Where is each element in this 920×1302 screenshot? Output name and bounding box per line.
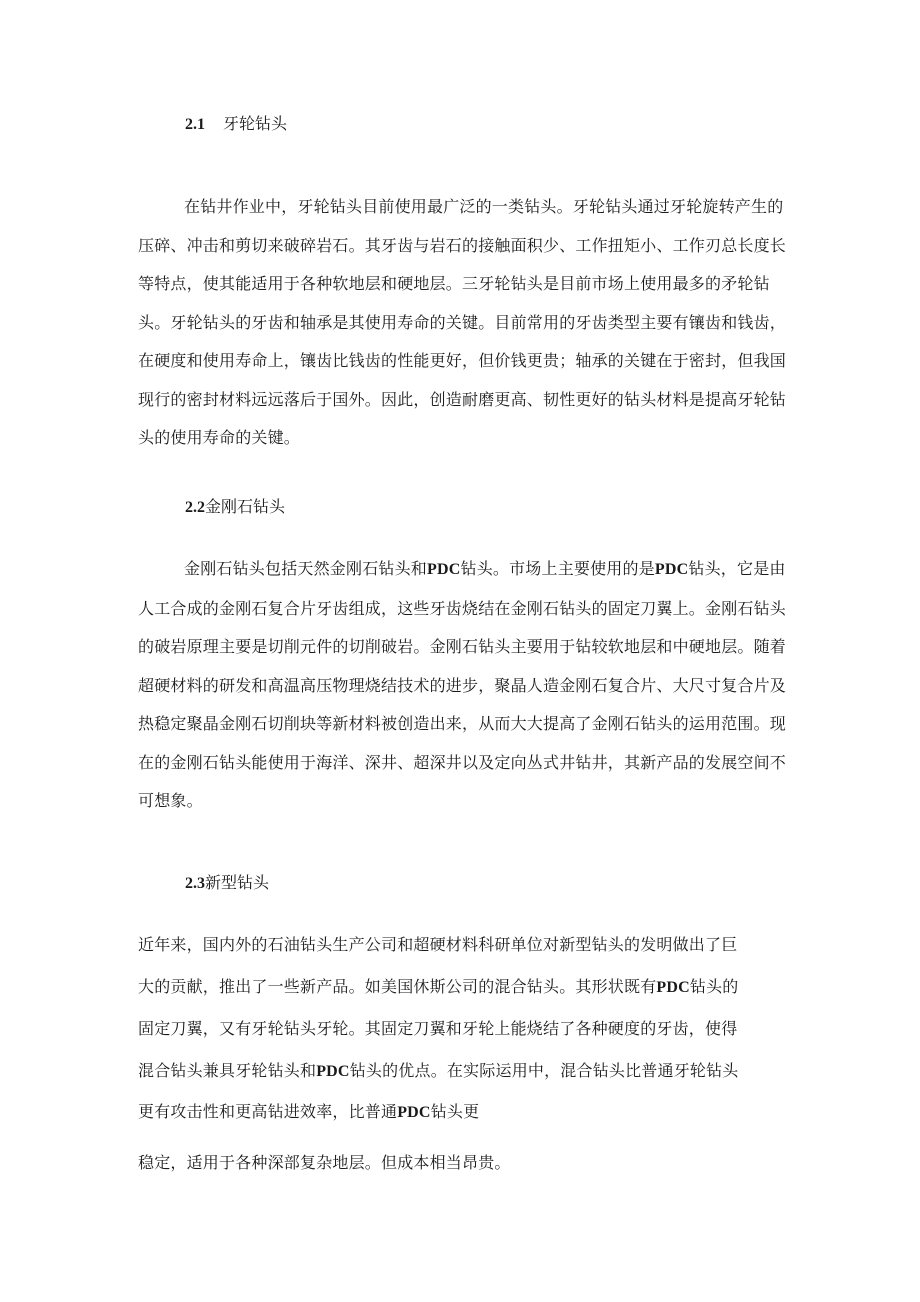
text-line (138, 1016, 737, 1039)
paragraph-text: 钻头，它是由人工合成的金刚石复合片牙齿组成，这些牙齿烧结在金刚石钻头的固定刀翼上。金刚石钻头的破岩原理主要是切削元件的切削破岩。金刚石钻头主要用于钻较软地层和中硬地层。随着超硬材料的研发和高温高压物理烧结技术的进步，聚晶人造金刚石复合片、大尺寸复合片及热稳定聚晶金刚石切削块等新材料被创造出来，从而大大提高了金刚石钻头的运用范围。现在的金刚石钻头能使用于海洋、深井、超深井以及定向丛式井钻井，其新产品的发展空间不可想象。 (138, 559, 787, 810)
pdc-term: PDC (427, 561, 461, 578)
paragraph-roller-cone-bit: 在钻井作业中，牙轮钻头目前使用最广泛的一类钻头。牙轮钻头通过牙轮旋转产生的压碎、冲击和剪切来破碎岩石。其牙齿与岩石的接触面积少、工作扭矩小、工作刃总长度长等特点，使其能适用于各种软地层和硬地层。三牙轮钻头是目前市场上使用最多的矛轮钻头。牙轮钻头的牙齿和轴承是其使用寿命的关键。目前常用的牙齿类型主要有镶齿和钱齿，在硬度和使用寿命上，镶齿比钱齿的性能更好，但价钱更贵；轴承的关键在于密封，但我国现行的密封材料远远落后于国外。因此，创造耐磨更高、韧性更好的钻头材料是提高牙轮钻头的使用寿命的关键。 (138, 197, 787, 447)
line-text: 更有攻击性和更高钻进效率，比普通 (138, 1102, 398, 1121)
section-number: 2.2 (185, 499, 205, 516)
section-title: 金刚石钻头 (205, 497, 286, 516)
text-line (138, 974, 739, 997)
pdc-term: PDC (316, 1063, 350, 1080)
line-text: 钻头的 (689, 977, 739, 996)
line-text: 大的贡献，推出了一些新产品。如美国休斯公司的混合钻头。其形状既有 (138, 977, 657, 996)
paragraph-text: 钻头。市场上主要使用的是 (460, 559, 655, 578)
text-line (138, 1099, 479, 1122)
section-title: 新型钻头 (205, 873, 270, 892)
section-heading-2-2 (185, 494, 285, 517)
pdc-term: PDC (654, 561, 689, 578)
pdc-term: PDC (397, 1104, 431, 1121)
text-line (138, 1058, 739, 1081)
line-text: 混合钻头兼具牙轮钻头和 (138, 1061, 317, 1080)
paragraph-text: 金刚石钻头包括天然金刚石钻头和 (184, 559, 428, 578)
line-text: 钻头更 (430, 1102, 480, 1121)
section-number: 2.1 (185, 116, 205, 133)
section-heading-2-1 (185, 111, 287, 134)
line-text: 近年来，国内外的石油钻头生产公司和超硬材料科研单位对新型钻头的发明做出了巨 (138, 935, 738, 954)
section-number: 2.3 (185, 875, 205, 892)
line-text: 固定刀翼，又有牙轮钻头牙轮。其固定刀翼和牙轮上能烧结了各种硬度的牙齿，使得 (138, 1019, 738, 1038)
section-title: 牙轮钻头 (223, 114, 288, 133)
section-heading-2-3 (185, 870, 269, 893)
pdc-term: PDC (656, 979, 690, 996)
text-line (138, 1150, 511, 1173)
paragraph-diamond-bit (138, 550, 788, 821)
line-text: 稳定，适用于各种深部复杂地层。但成本相当昂贵。 (138, 1153, 511, 1172)
line-text: 钻头的优点。在实际运用中，混合钻头比普通牙轮钻头 (349, 1061, 739, 1080)
text-line (138, 932, 737, 955)
